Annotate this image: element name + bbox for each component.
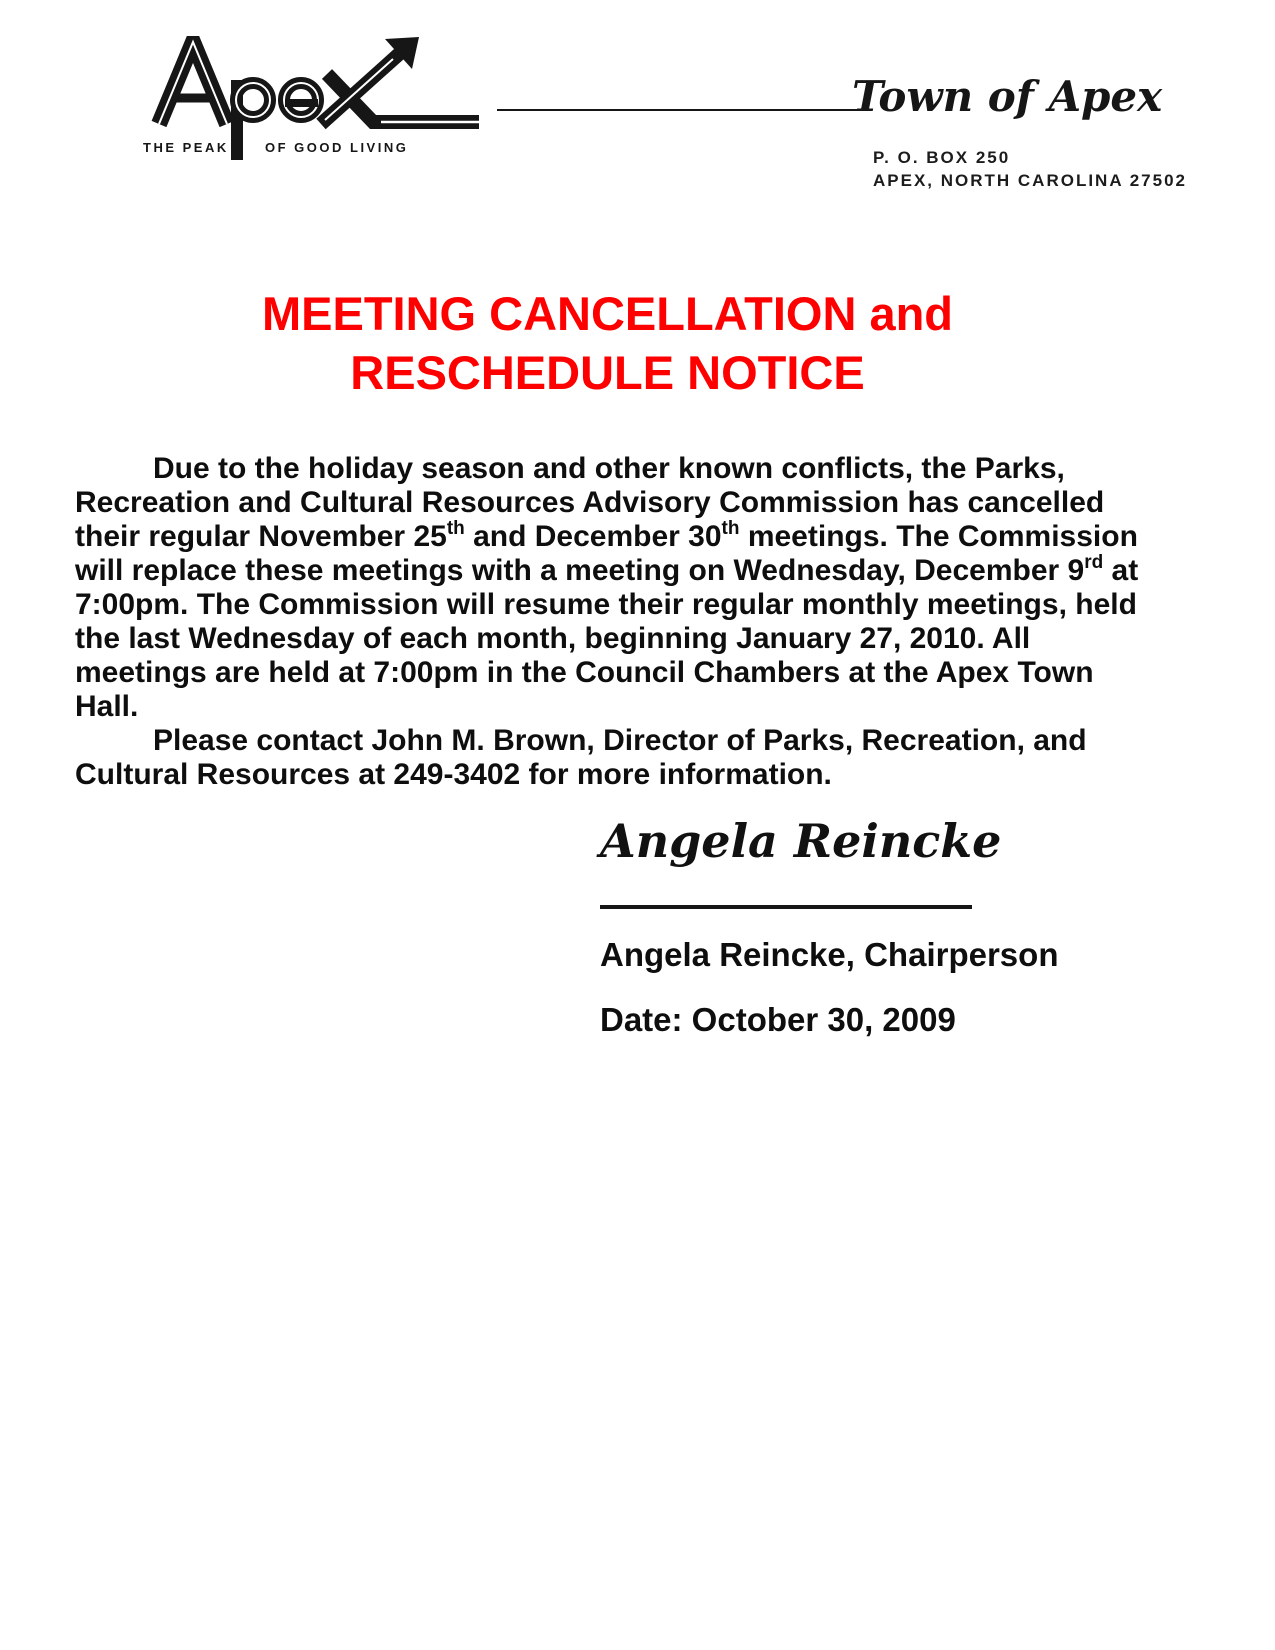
p1-text-4: at 7:00pm. The Commission will resume their regular monthly meetings, held the last Wednesday of each month, beginning January 27, 2010. All meetings are held at 7:00pm in the Council Chambers at the Apex Town Hall. <box>75 554 1139 723</box>
p1-text-2: and December 30 <box>464 520 722 553</box>
handwritten-signature: Angela Reincke <box>600 814 1002 868</box>
p1-superscript-th-1: th <box>446 518 465 539</box>
notice-title-line2: RESCHEDULE NOTICE <box>350 346 865 399</box>
notice-title <box>75 284 1140 402</box>
logo-tagline-left: THE PEAK <box>143 140 229 155</box>
letterhead-rule <box>497 109 857 111</box>
p1-text-3: meetings. The Commission will replace these meetings with a meeting on Wednesday, December 9 <box>75 520 1138 587</box>
paragraph-schedule-change <box>75 452 1145 724</box>
town-of-apex-script-title: Town of Apex <box>852 72 1163 121</box>
p1-text-1: Due to the holiday season and other known conflicts, the Parks, Recreation and Cultural Resources Advisory Commission has cancelled their regular November 25 <box>75 452 1105 553</box>
signer-name-title: Angela Reincke, Chairperson <box>600 936 1059 973</box>
p1-superscript-rd: rd <box>1084 552 1104 573</box>
signature-line <box>600 905 972 909</box>
logo-tagline-right: OF GOOD LIVING <box>265 140 409 155</box>
paragraph-contact-info: Please contact John M. Brown, Director of Parks, Recreation, and Cultural Resources at 249-3402 for more information. <box>75 724 1087 791</box>
letterhead-address <box>873 146 1187 192</box>
notice-title-line1: MEETING CANCELLATION and <box>261 287 954 340</box>
letter-date: Date: October 30, 2009 <box>600 1001 956 1038</box>
address-city-state: APEX, NORTH CAROLINA 27502 <box>873 171 1187 190</box>
logo-letter-a <box>159 42 227 124</box>
p1-superscript-th-2: th <box>721 518 740 539</box>
address-po-box: P. O. BOX 250 <box>873 148 1011 167</box>
apex-town-logo <box>143 36 491 160</box>
